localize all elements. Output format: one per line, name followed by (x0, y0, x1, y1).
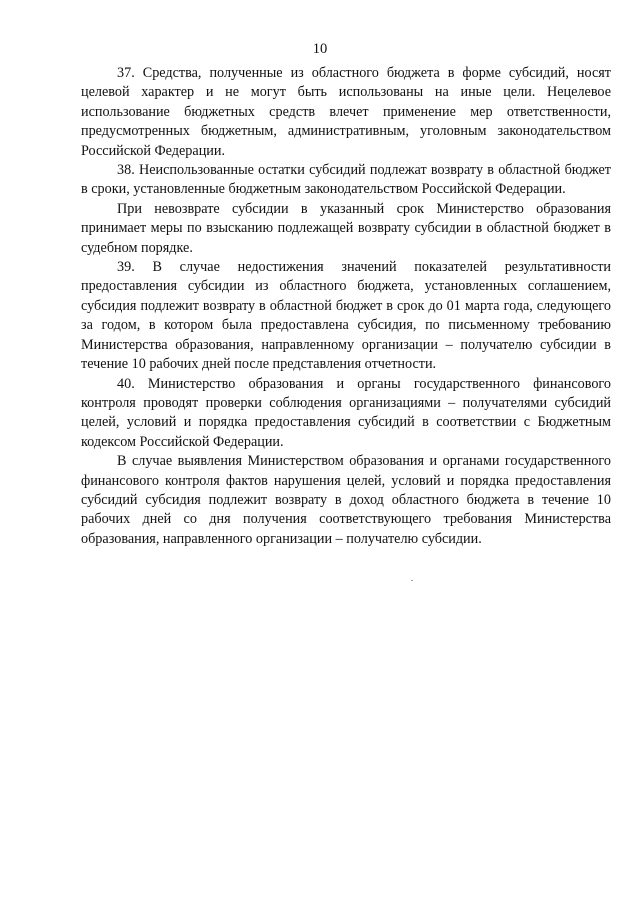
paragraph-38: 38. Неиспользованные остатки субсидий подлежат возврату в областной бюджет в сроки, установленные бюджетным законодательством Российской Федерации. (81, 162, 611, 198)
scan-artifact-dot (411, 580, 413, 581)
paragraph-38-continuation: При невозврате субсидии в указанный срок Министерство образования принимает меры по взысканию подлежащей возврату субсидии в областной бюджет в судебном порядке. (81, 200, 611, 256)
document-body (81, 64, 611, 549)
paragraph-40: 40. Министерство образования и органы государственного финансового контроля проводят проверки соблюдения организациями – получателями субсидий целей, условий и порядка предоставления субсидий в соответствии с Бюджетным кодексом Российской Федерации. (81, 375, 611, 450)
paragraph-40-continuation: В случае выявления Министерством образования и органами государственного финансового контроля фактов нарушения целей, условий и порядка предоставления субсидий субсидия подлежит возврату в доход областного бюджета в течение 10 рабочих дней со дня получения соответствующего требования Министерства образования, направленного организации – получателю субсидии. (81, 453, 611, 547)
paragraph-37: 37. Средства, полученные из областного бюджета в форме субсидий, носят целевой характер и не могут быть использованы на иные цели. Нецелевое использование бюджетных средств влечет применение мер ответственности, предусмотренных бюджетным, административным, уголовным законодательством Российской Федерации. (81, 65, 611, 159)
page-number: 10 (312, 41, 328, 57)
paragraph-39: 39. В случае недостижения значений показателей результативности предоставления субсидии из областного бюджета, установленных соглашением, субсидия подлежит возврату в областной бюджет в срок до 01 марта года, следующего за годом, в котором была предоставлена субсидия, по письменному требованию Министерства образования, направленному организации – получателю субсидии в течение 10 рабочих дней после представления отчетности. (81, 259, 611, 373)
